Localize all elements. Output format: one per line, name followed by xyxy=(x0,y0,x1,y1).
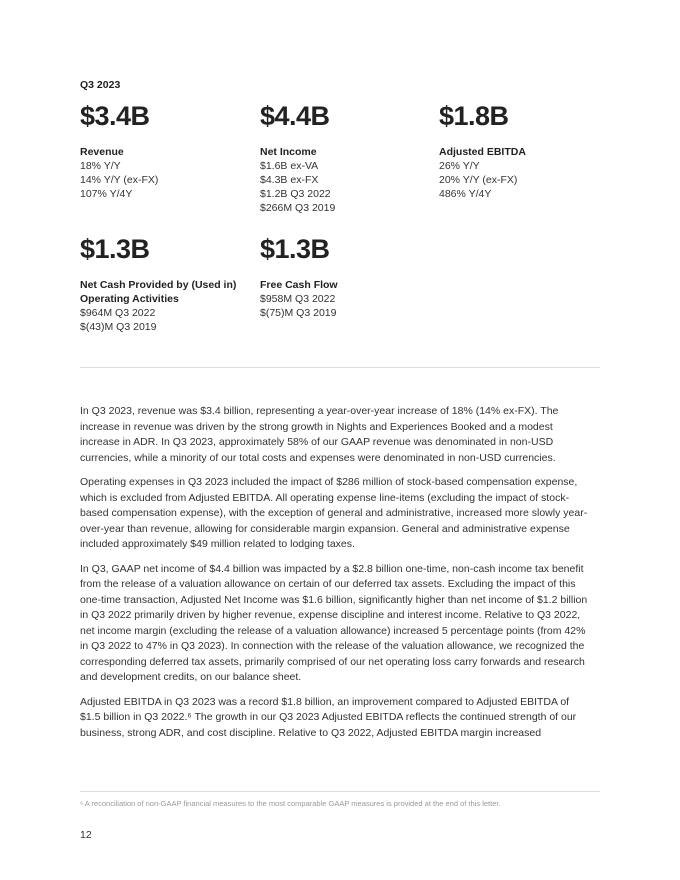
metric-detail: $4.3B ex-FX xyxy=(260,174,319,186)
metric-detail: 486% Y/4Y xyxy=(439,188,492,200)
metric-detail: 18% Y/Y xyxy=(80,160,121,172)
paragraph: In Q3, GAAP net income of $4.4 billion was impacted by a $2.8 billion one-time, non-cash income tax benefit from the release of a valuation allowance on certain of our deferred tax assets. Excluding the impact of this one-time transaction, Adjusted Net Income was $1.6 billion, significantly higher than net income of $1.2 billion in Q3 2022 primarily driven by higher revenue, expense discipline and interest income. Relative to Q3 2022, net income margin (excluding the release of a valuation allowance) increased 5 percentage points (from 42% in Q3 2022 to 47% in Q3 2023). In connection with the release of the valuation allowance, we recognized the corresponding deferred tax assets, primarily comprised of our net operating loss carry forwards and research and development credits, on our balance sheet. xyxy=(80,562,588,683)
metric-detail: $266M Q3 2019 xyxy=(260,202,336,214)
metric-detail: 14% Y/Y (ex-FX) xyxy=(80,174,159,186)
paragraph: In Q3 2023, revenue was $3.4 billion, representing a year-over-year increase of 18% (14% ex-FX). The increase in revenue was driven by the strong growth in Nights and Experiences Booked and a modest increase in ADR. In Q3 2023, approximately 58% of our GAAP revenue was denominated in non-USD currencies, while a minority of our total costs and expenses were denominated in non-USD currencies. xyxy=(80,405,559,464)
section-divider xyxy=(80,367,600,368)
period-label: Q3 2023 xyxy=(80,79,121,91)
metric-value: $4.4B xyxy=(260,101,330,131)
metric-detail: $1.2B Q3 2022 xyxy=(260,188,331,200)
metric-value: $1.8B xyxy=(439,101,509,131)
metric-label: Adjusted EBITDA xyxy=(439,146,526,158)
page-number: 12 xyxy=(80,829,92,841)
paragraph: Adjusted EBITDA in Q3 2023 was a record $1.8 billion, an improvement compared to Adjusted EBITDA of $1.5 billion in Q3 2022.⁶ The growth in our Q3 2023 Adjusted EBITDA reflects the continued strength of our business, strong ADR, and cost discipline. Relative to Q3 2022, Adjusted EBITDA margin increased xyxy=(80,695,577,739)
metric-revenue xyxy=(80,100,250,201)
metric-detail: $(75)M Q3 2019 xyxy=(260,307,337,319)
metric-label: Revenue xyxy=(80,146,124,158)
metric-detail: $958M Q3 2022 xyxy=(260,293,336,305)
metric-label: Net Cash Provided by (Used in) Operating Activities xyxy=(80,279,237,305)
metric-detail: 107% Y/4Y xyxy=(80,188,133,200)
footnote-divider xyxy=(80,791,600,792)
paragraph: Operating expenses in Q3 2023 included the impact of $286 million of stock-based compensation expense, which is excluded from Adjusted EBITDA. All operating expense line-items (excluding the impact of stock-based compensation expense), with the exception of general and administrative, increased more slowly year-over-year than revenue, allowing for considerable margin expansion. General and administrative expense included approximately $49 million related to lodging taxes. xyxy=(80,476,588,550)
metric-value: $1.3B xyxy=(260,234,330,264)
body-text xyxy=(80,404,590,750)
metric-adjusted-ebitda xyxy=(439,100,609,201)
metric-detail: 26% Y/Y xyxy=(439,160,480,172)
metric-value: $3.4B xyxy=(80,101,150,131)
metric-label: Free Cash Flow xyxy=(260,279,338,291)
metric-detail: 20% Y/Y (ex-FX) xyxy=(439,174,518,186)
metric-label: Net Income xyxy=(260,146,317,158)
metric-free-cash-flow xyxy=(260,233,430,320)
metric-detail: $1.6B ex-VA xyxy=(260,160,319,172)
footnote: ⁶ A reconciliation of non-GAAP financial measures to the most comparable GAAP measures is provided at the end of this letter. xyxy=(80,799,501,808)
metric-value: $1.3B xyxy=(80,234,150,264)
metric-detail: $(43)M Q3 2019 xyxy=(80,321,157,333)
metric-net-income xyxy=(260,100,430,215)
metric-operating-cash xyxy=(80,233,255,334)
metric-detail: $964M Q3 2022 xyxy=(80,307,156,319)
